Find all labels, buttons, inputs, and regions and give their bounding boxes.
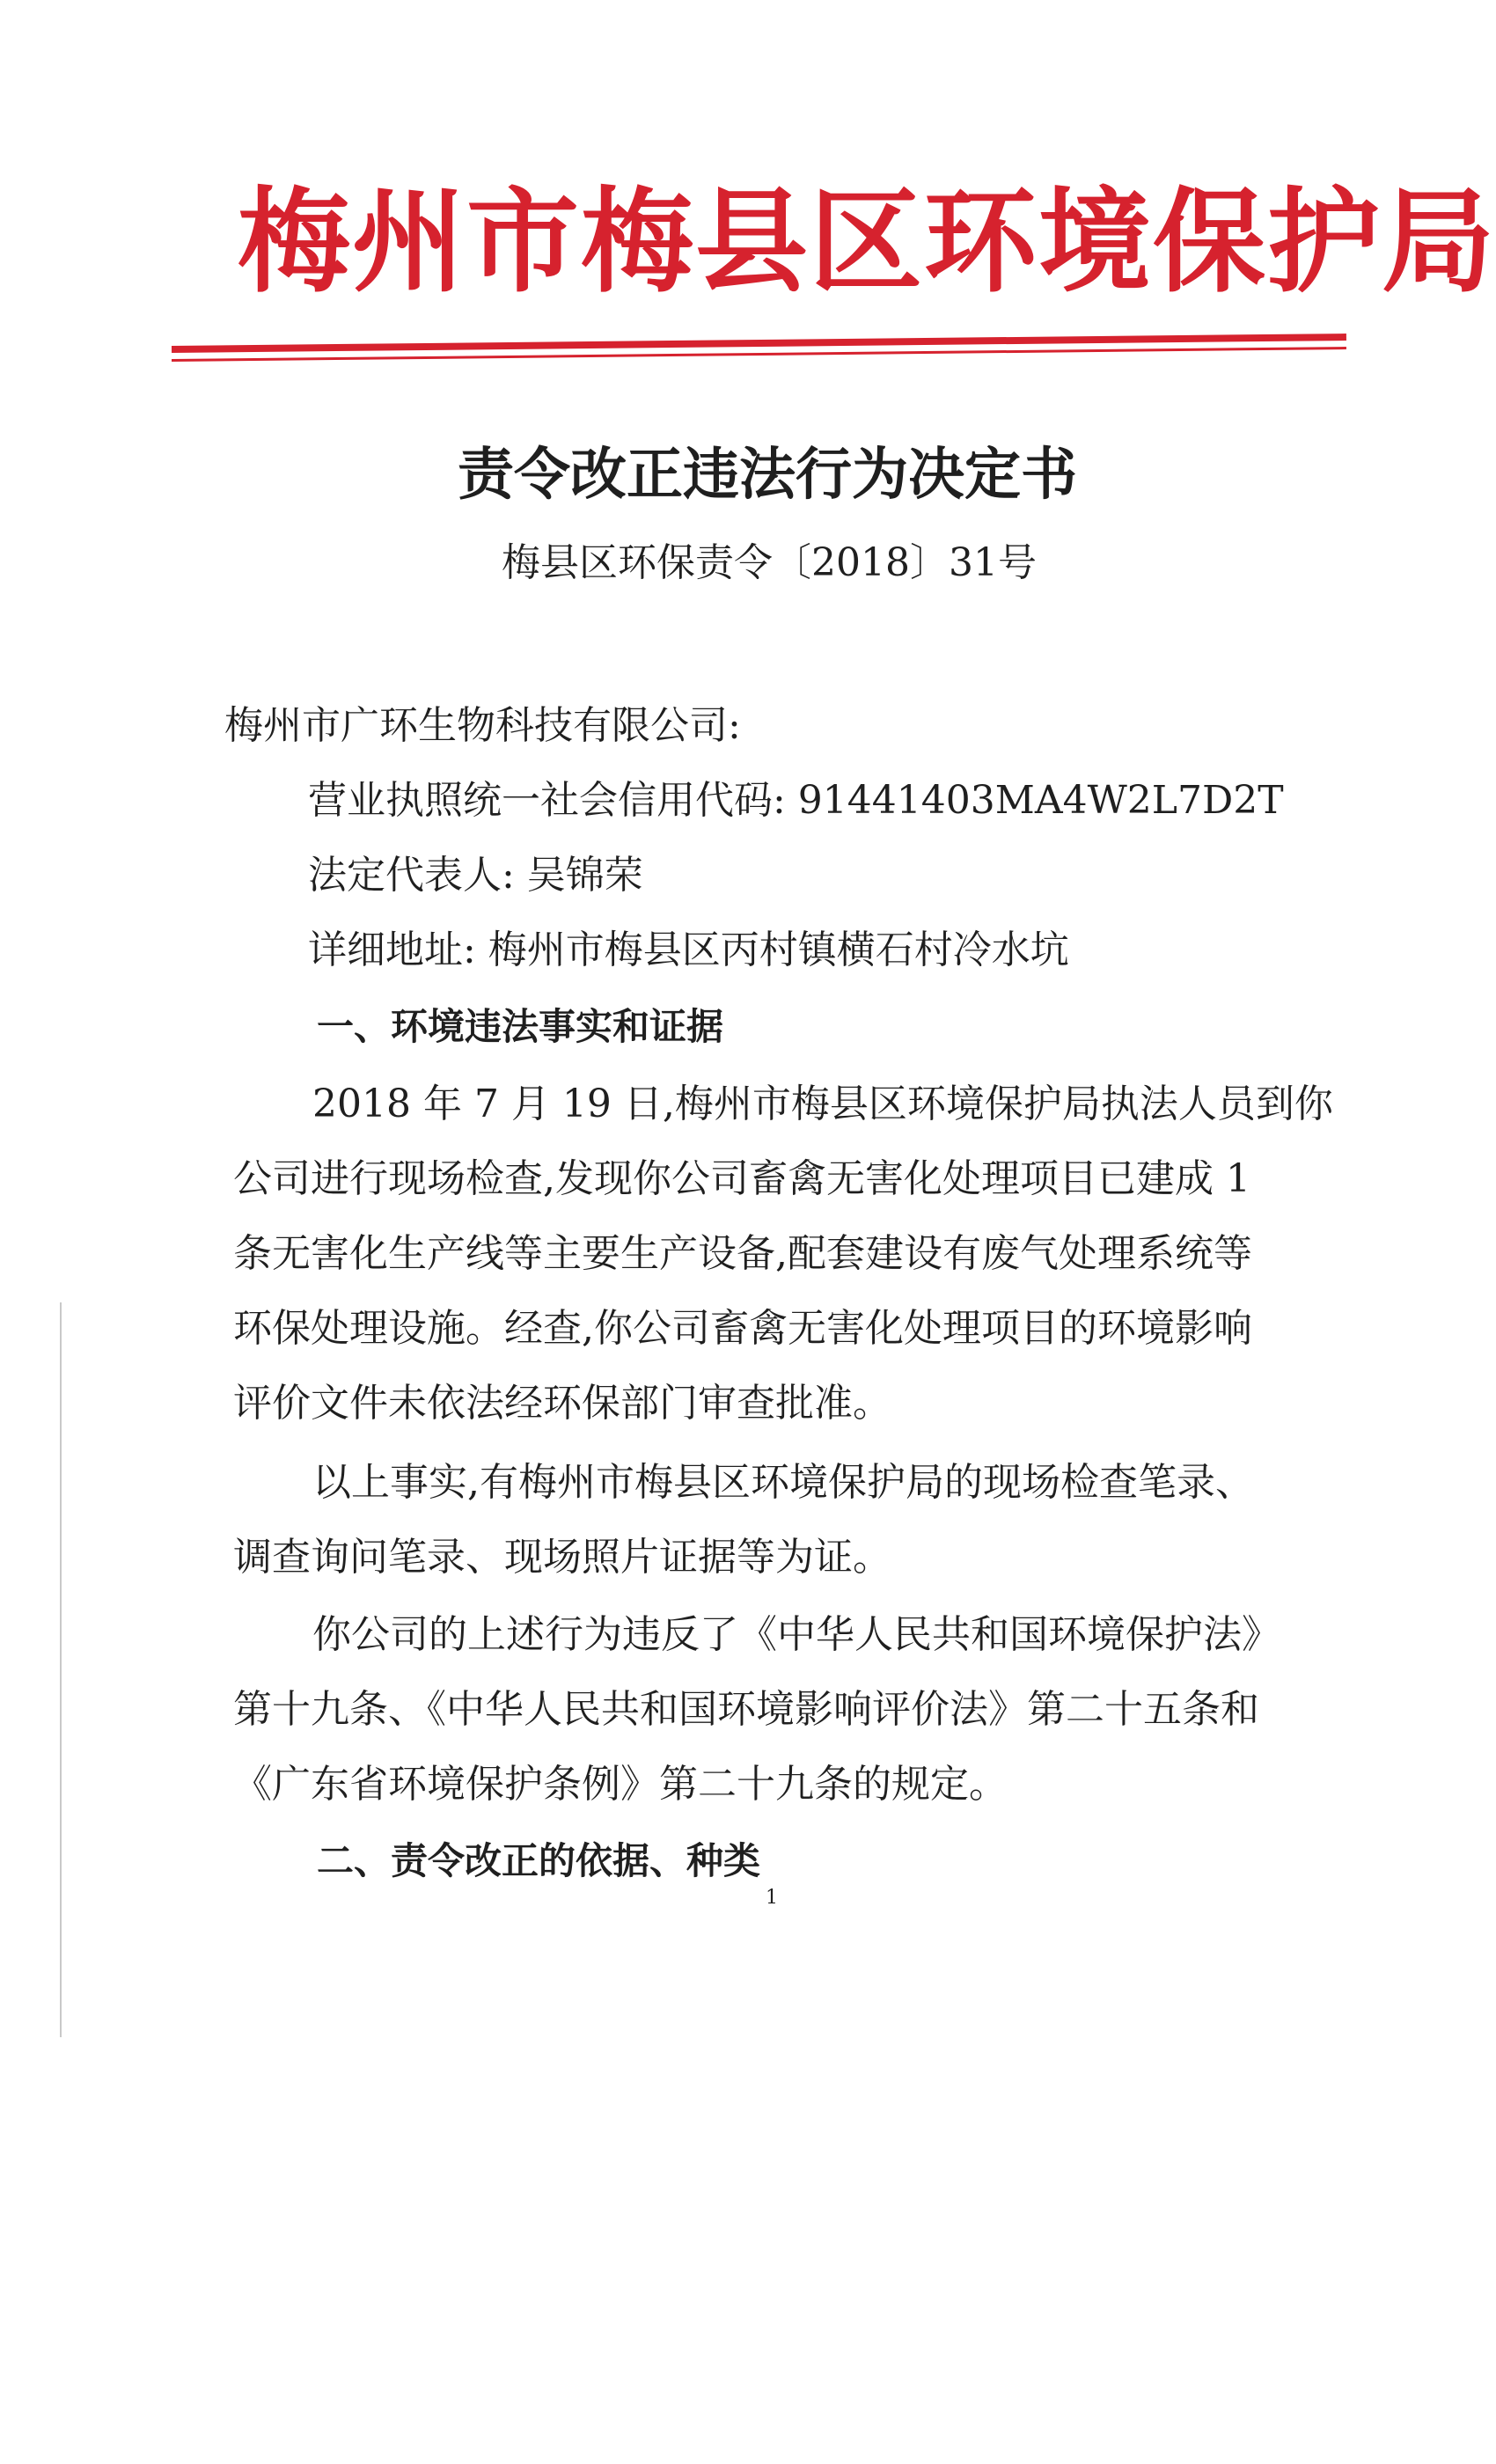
page-number: 1: [766, 1887, 778, 1909]
facts-paragraph-line: 评价文件未依法经环保部门审查批准。: [233, 1381, 891, 1426]
violation-paragraph-line: 你公司的上述行为违反了《中华人民共和国环境保护法》: [312, 1612, 1280, 1657]
recipient-credit-code: 营业执照统一社会信用代码: 91441403MA4W2L7D2T: [308, 778, 1284, 823]
facts-paragraph-line: 2018 年 7 月 19 日,梅州市梅县区环境保护局执法人员到你: [312, 1082, 1333, 1126]
section-heading-basis: 二、责令改正的依据、种类: [317, 1839, 761, 1882]
violation-paragraph-line: 《广东省环境保护条例》第二十九条的规定。: [233, 1762, 1008, 1807]
violation-paragraph-line: 第十九条、《中华人民共和国环境影响评价法》第二十五条和: [233, 1687, 1259, 1732]
recipient-legal-representative: 法定代表人: 吴锦荣: [308, 853, 643, 898]
facts-paragraph-line: 公司进行现场检查,发现你公司畜禽无害化处理项目已建成 1: [233, 1156, 1250, 1201]
section-heading-facts: 一、环境违法事实和证据: [317, 1005, 724, 1048]
document-title: 责令改正违法行为决定书: [458, 442, 1077, 508]
recipient-name: 梅州市广环生物科技有限公司:: [224, 703, 741, 748]
facts-paragraph-line: 条无害化生产线等主要生产设备,配套建设有废气处理系统等: [233, 1231, 1252, 1276]
letterhead-agency-name: 梅州市梅县区环境保护局: [238, 176, 1496, 308]
recipient-address: 详细地址: 梅州市梅县区丙村镇横石村冷水坑: [308, 928, 1069, 972]
evidence-paragraph-line: 以上事实,有梅州市梅县区环境保护局的现场检查笔录、: [312, 1460, 1254, 1505]
document-number: 梅县区环保责令〔2018〕31号: [502, 540, 1037, 585]
evidence-paragraph-line: 调查询问笔录、现场照片证据等为证。: [233, 1535, 891, 1580]
facts-paragraph-line: 环保处理设施。经查,你公司畜禽无害化处理项目的环境影响: [233, 1306, 1252, 1351]
